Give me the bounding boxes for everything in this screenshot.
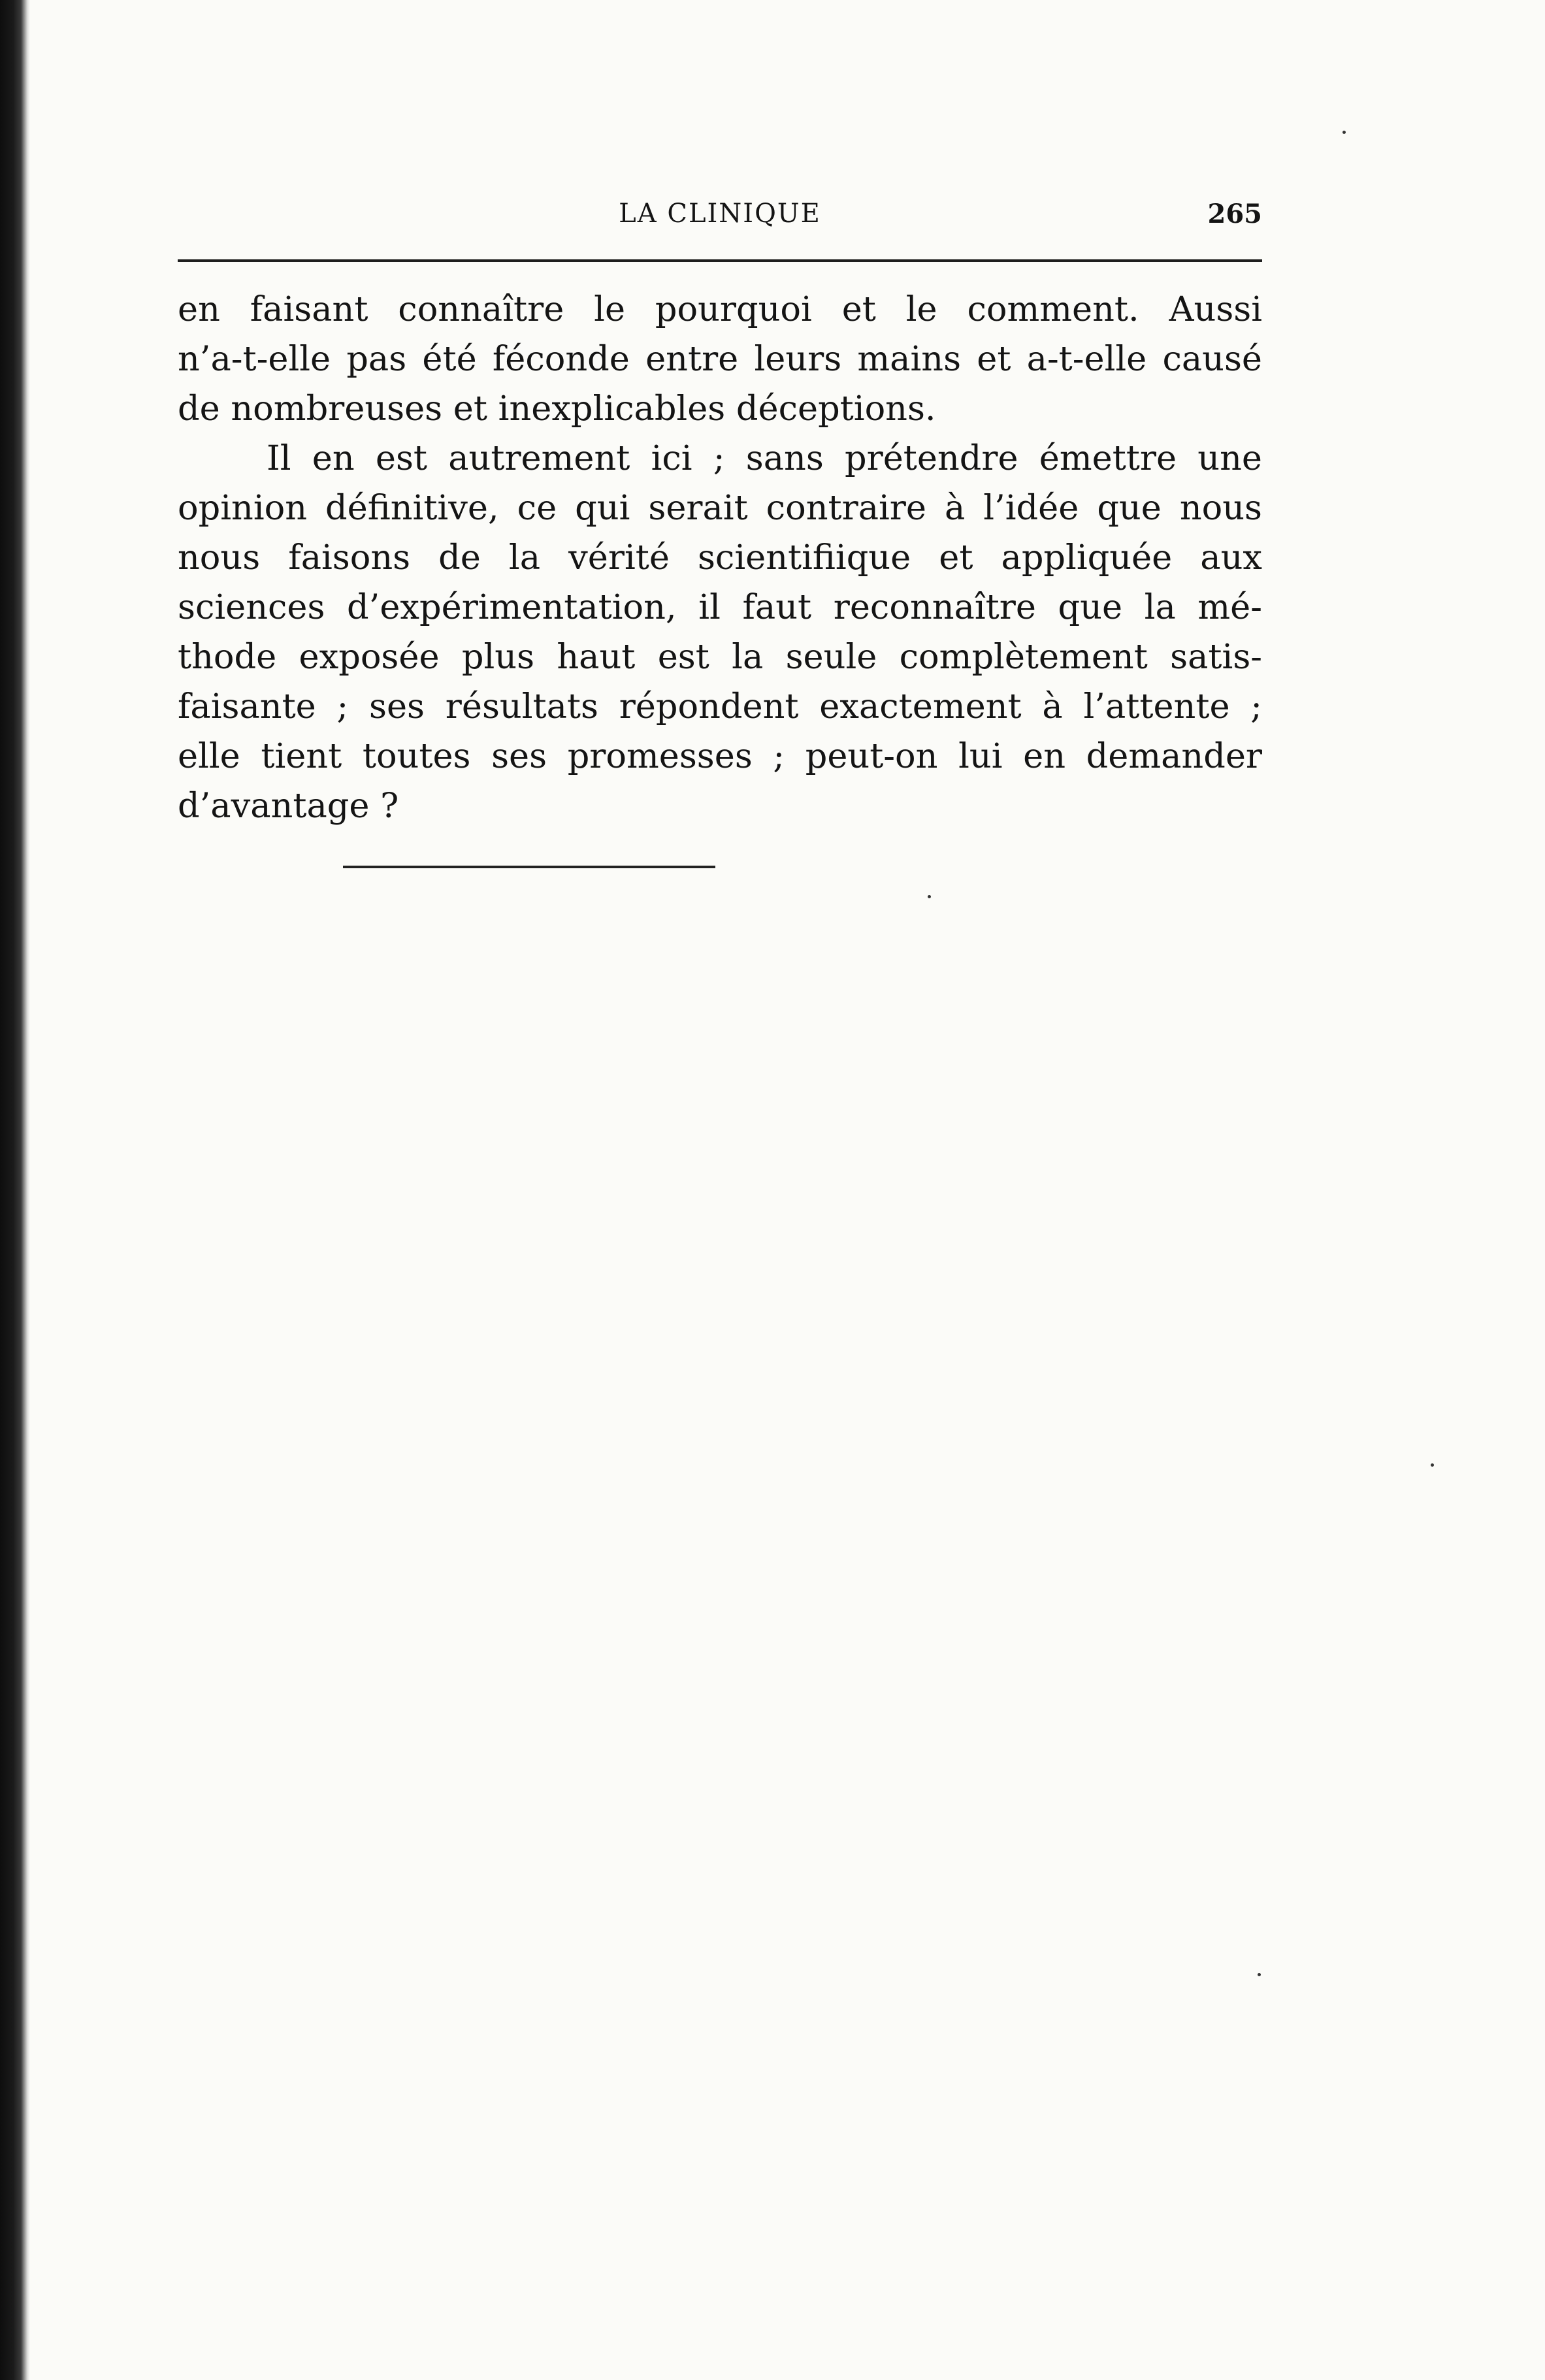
book-gutter-shadow (0, 0, 30, 2380)
header-rule (178, 259, 1262, 262)
text-line: nous faisons de la vérité scientifiique et appliquée aux (178, 538, 1262, 578)
text-line: sciences d’expérimentation, il faut reconnaître que la mé- (178, 587, 1262, 627)
book-page (178, 189, 1262, 826)
text-line: de nombreuses et inexplicables déceptions. (178, 389, 936, 429)
scan-speck (1258, 1973, 1261, 1976)
scan-speck (1431, 1463, 1434, 1467)
page-number: 265 (1207, 199, 1262, 229)
text-line: d’avantage ? (178, 786, 399, 826)
text-line: thode exposée plus haut est la seule complètement satis- (178, 637, 1262, 677)
paragraph-first-line: Il en est autrement ici ; sans prétendre émettre une (267, 438, 1262, 478)
text-line: elle tient toutes ses promesses ; peut-on lui en demander (178, 736, 1262, 776)
running-title: LA CLINIQUE (619, 199, 821, 229)
text-line: en faisant connaître le pourquoi et le comment. Aussi (178, 289, 1262, 329)
running-head (178, 189, 1262, 242)
chapter-end-rule (343, 866, 715, 868)
scan-speck (1342, 131, 1346, 134)
text-line: n’a-t-elle pas été féconde entre leurs mains et a-t-elle causé (178, 339, 1262, 379)
scan-speck (928, 895, 931, 898)
text-line: faisante ; ses résultats répondent exactement à l’attente ; (178, 687, 1262, 726)
body-text (178, 285, 1262, 831)
text-line: opinion définitive, ce qui serait contraire à l’idée que nous (178, 488, 1262, 528)
